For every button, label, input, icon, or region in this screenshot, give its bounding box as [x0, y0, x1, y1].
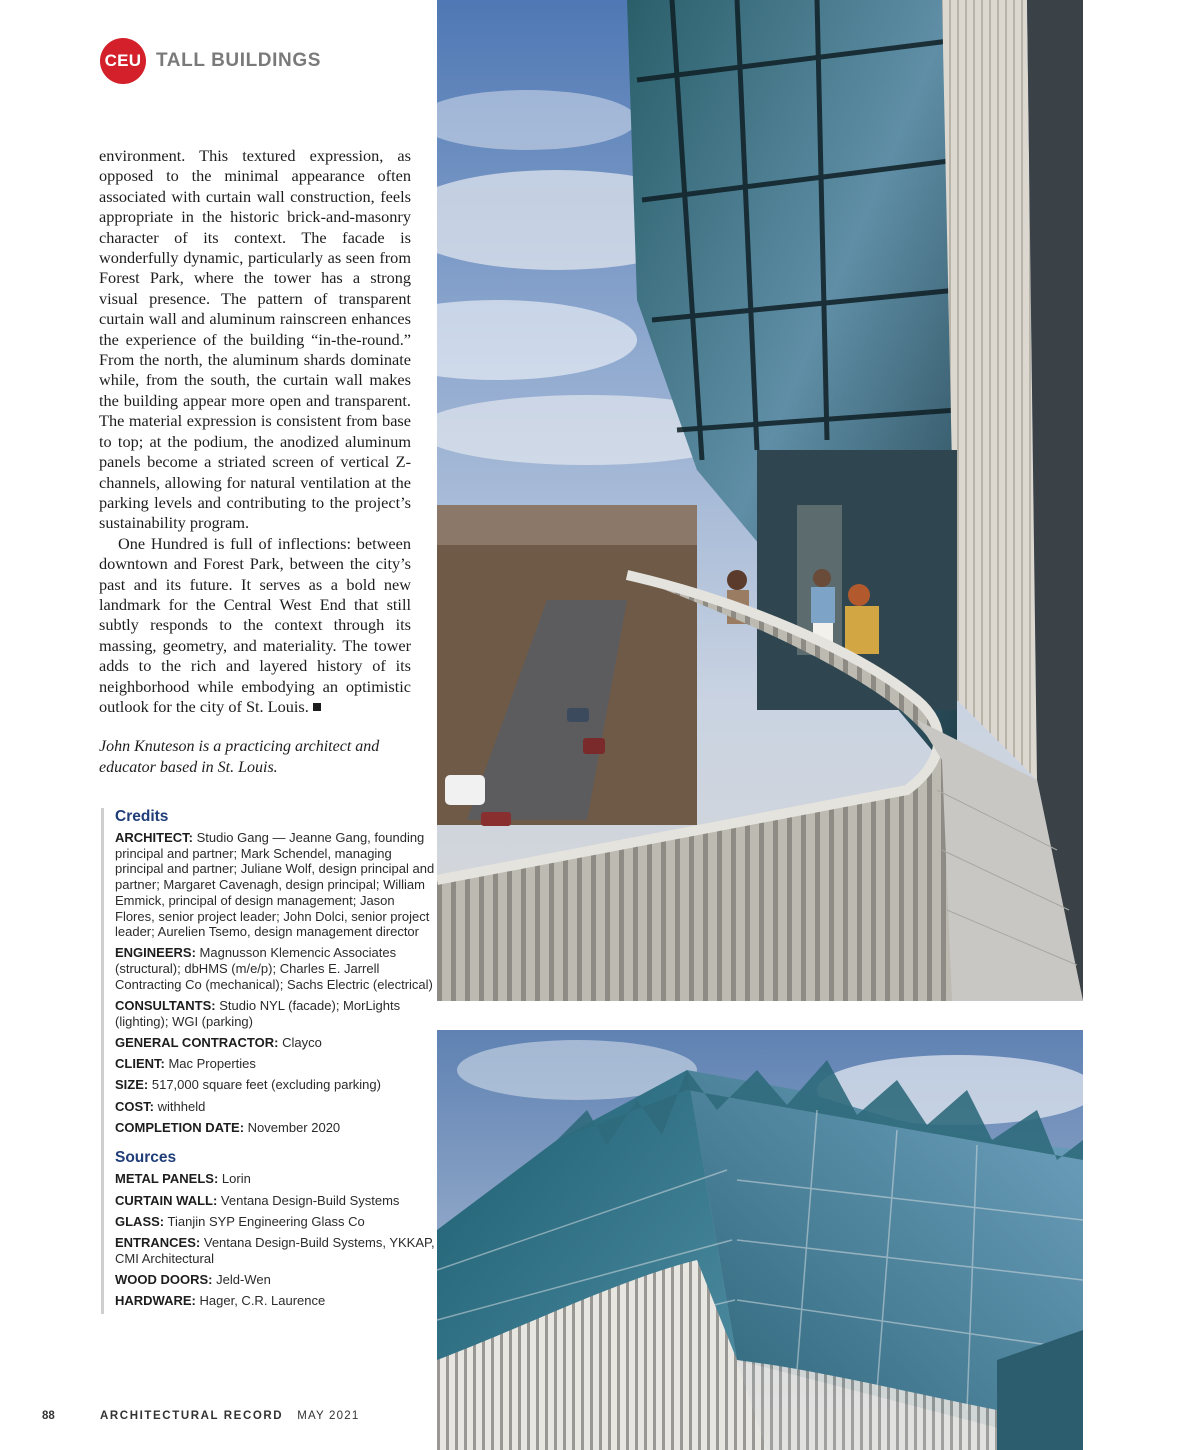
section-header [100, 38, 321, 84]
credit-label: ENGINEERS: [115, 945, 196, 961]
credit-label: COST: [115, 1098, 154, 1114]
credit-value: Studio NYL (facade); MorLights (lighting); WGI (parking) [115, 998, 401, 1029]
credits-box [101, 808, 435, 1314]
credit-value: Clayco [282, 1034, 322, 1050]
credit-entry [115, 1099, 435, 1115]
issue-date: MAY 2021 [297, 1410, 360, 1422]
credit-entry [115, 1077, 435, 1093]
credit-label: SIZE: [115, 1077, 149, 1093]
credit-label: METAL PANELS: [115, 1171, 219, 1187]
credit-label: GLASS: [115, 1213, 165, 1229]
credit-value: Tianjin SYP Engineering Glass Co [167, 1213, 365, 1229]
publication-name: ARCHITECTURAL RECORD [100, 1410, 284, 1422]
credit-label: ARCHITECT: [115, 830, 193, 845]
credit-entry [115, 1171, 435, 1187]
credit-value: Mac Properties [168, 1056, 256, 1072]
author-byline: John Knuteson is a practicing architect and educator based in St. Louis. [99, 738, 380, 776]
credit-value: Lorin [221, 1171, 251, 1187]
credit-entry [115, 945, 435, 992]
credit-value: Ventana Design-Build Systems, YKKAP, CMI Architectural [115, 1235, 435, 1266]
credit-entry [115, 1293, 435, 1309]
article-paragraph-text: One Hundred is full of inflections: between downtown and Forest Park, between the city’s past and its future. It serves as a bold new landmark for the Central West End that still subtly responds to the context through its massing, geometry, and materiality. The tower adds to the rich and layered history of its neighborhood while embodying an optimistic outlook for the city of St. Louis. [99, 533, 411, 716]
credit-entry [115, 1214, 435, 1230]
sources-list [115, 1171, 435, 1308]
credit-label: CURTAIN WALL: [115, 1192, 218, 1208]
credit-value: Jeld-Wen [216, 1271, 271, 1287]
credit-value: November 2020 [247, 1119, 341, 1135]
credit-label: WOOD DOORS: [115, 1271, 213, 1287]
sources-heading: Sources [115, 1149, 177, 1167]
credit-entry [115, 998, 435, 1029]
credit-value: 517,000 square feet (excluding parking) [151, 1077, 381, 1093]
credit-value: Studio Gang — Jeanne Gang, founding principal and partner; Mark Schendel, managing principal and partner; Juliane Wolf, design principal and partner; Margaret Cavenagh, design principal; William Emmick, principal of design management; Jason Flores, senior project leader; John Dolci, senior project leader; Aurelien Tsemo, design management director [115, 830, 435, 940]
credit-entry [115, 1120, 435, 1136]
article-paragraph [99, 534, 411, 718]
credit-value: Hager, C.R. Laurence [199, 1293, 326, 1309]
credit-label: COMPLETION DATE: [115, 1119, 245, 1135]
page-number: 88 [42, 1410, 55, 1422]
terrace-photo [437, 0, 1083, 1001]
credit-entry [115, 1193, 435, 1209]
credit-value: withheld [157, 1098, 206, 1114]
credit-label: CLIENT: [115, 1056, 165, 1072]
credits-heading: Credits [115, 808, 169, 825]
credit-value: Ventana Design-Build Systems [220, 1192, 400, 1208]
tower-facade-photo [437, 1030, 1083, 1450]
article-paragraph: environment. This textured expression, as opposed to the minimal appearance often associated with curtain wall construction, feels appropriate in the historic brick-and-masonry character of its context. The facade is wonderfully dynamic, particularly as seen from Forest Park, where the tower has a strong visual presence. The pattern of transparent curtain wall and aluminum rainscreen enhances the experience of the building “in-the-round.” From the north, the aluminum shards dominate while, from the south, the curtain wall makes the building appear more open and transparent. The material expression is consistent from base to top; at the podium, the anodized aluminum panels become a striated screen of vertical Z-channels, allowing for natural ventilation at the parking levels and contributing to the project’s sustainability program. [99, 146, 411, 533]
credit-label: CONSULTANTS: [115, 998, 216, 1014]
credit-entry [115, 1235, 435, 1266]
credit-entry [115, 830, 435, 940]
credit-label: GENERAL CONTRACTOR: [115, 1034, 279, 1050]
credit-entry [115, 1056, 435, 1072]
credit-label: HARDWARE: [115, 1293, 196, 1309]
credit-value: Magnusson Klemencic Associates (structural); dbHMS (m/e/p); Charles E. Jarrell Contracting Co (mechanical); Sachs Electric (electrical) [115, 945, 433, 992]
ceu-badge: CEU [100, 38, 146, 84]
section-label: TALL BUILDINGS [156, 50, 321, 71]
article-body [99, 146, 411, 717]
credit-entry [115, 1035, 435, 1051]
page-footer [42, 1408, 359, 1424]
end-mark [313, 703, 321, 711]
credit-label: ENTRANCES: [115, 1235, 201, 1251]
credits-list [115, 830, 435, 1135]
credit-entry [115, 1272, 435, 1288]
